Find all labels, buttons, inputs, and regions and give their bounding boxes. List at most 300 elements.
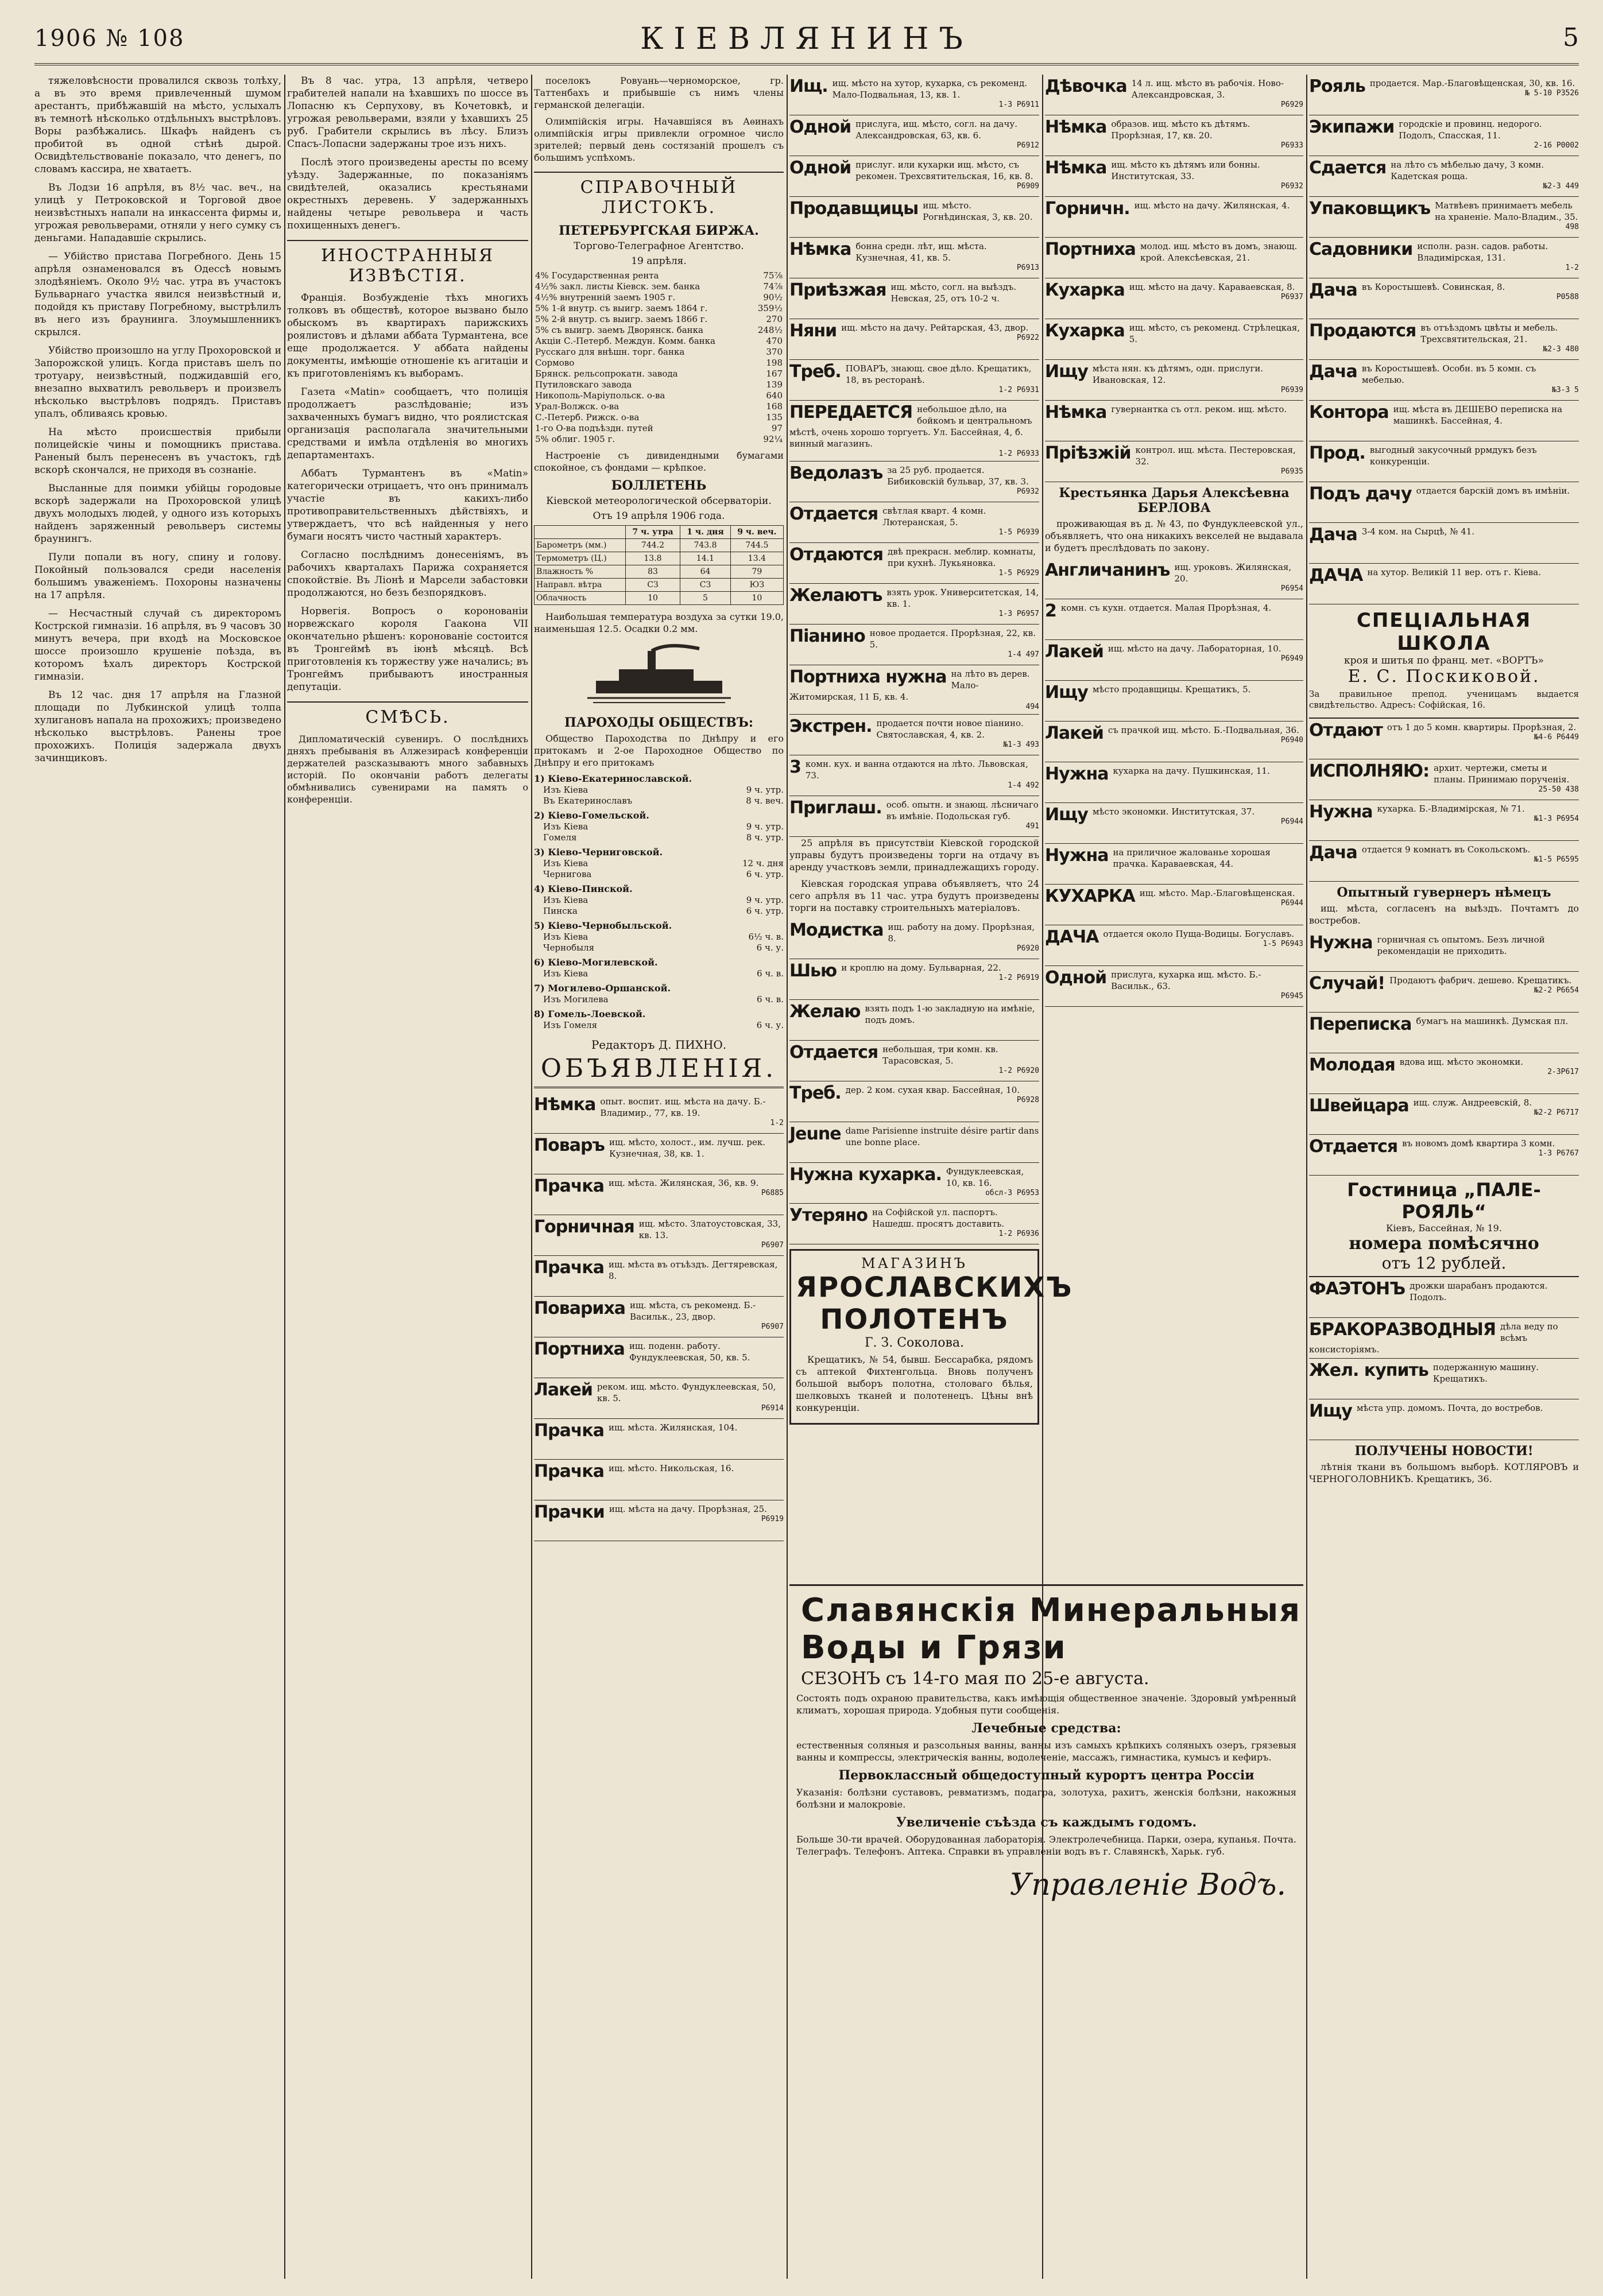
ad-text: ищ. мѣсто. Рогнѣдинская, 3, кв. 20. bbox=[923, 200, 1033, 222]
classified-ad bbox=[789, 755, 1039, 796]
ad-text: выгодный закусочный ррмдукъ безъ конкуренціи. bbox=[1369, 445, 1537, 467]
ad-keyword: Утеряно bbox=[789, 1205, 868, 1225]
ad-text: и кроплю на дому. Бульварная, 22. bbox=[841, 963, 1001, 973]
ad-keyword: Одной bbox=[789, 117, 851, 137]
exchange-row bbox=[534, 401, 784, 412]
classified-ads bbox=[1309, 719, 1579, 882]
ad-code: Р6932 bbox=[1016, 487, 1039, 496]
classified-ad bbox=[1309, 441, 1579, 482]
ad-keyword: Лакей bbox=[534, 1380, 593, 1400]
exchange-value: 167 bbox=[766, 369, 783, 379]
classified-ad bbox=[1045, 156, 1303, 197]
exchange-value: 198 bbox=[766, 358, 783, 368]
ad-code: Р6909 bbox=[1016, 182, 1039, 191]
route-departure bbox=[534, 994, 784, 1005]
ad-text: ищ. мѣста. Жилянская, 36, кв. 9. bbox=[609, 1178, 759, 1188]
route-time: 9 ч. утр. bbox=[746, 785, 784, 795]
classified-ad bbox=[789, 584, 1039, 625]
ad-code: 1-2 Р6919 bbox=[998, 974, 1039, 982]
ad-keyword: Продаются bbox=[1309, 321, 1416, 341]
ad-text: вдова ищ. мѣсто экономки. bbox=[1399, 1057, 1523, 1067]
ad-text: отдается около Пуща-Водицы. Богуславъ. bbox=[1103, 929, 1295, 939]
ad-keyword: Англичанинъ bbox=[1045, 560, 1170, 580]
classified-ad bbox=[1309, 800, 1579, 841]
news-paragraph: Франція. Возбужденіе тѣхъ многихъ толковъ въ обществѣ, которое вызвано было обыскомъ въ квартирахъ парижскихъ роялистовъ и дѣлами аббата Турмантена, все еще продолжается. У аббата найдены документы, имѣющіе отношеніе къ агитаціи и къ приготовленіямъ къ выборамъ. bbox=[287, 292, 528, 379]
mineral-cure-heading: Лечебные средства: bbox=[971, 1721, 1121, 1736]
ad-keyword: Нѣмка bbox=[1045, 158, 1107, 178]
ad-keyword: Приглаш. bbox=[789, 798, 882, 818]
classified-ad bbox=[1309, 719, 1579, 759]
classified-ad bbox=[1045, 722, 1303, 762]
ad-text: ищ. мѣсто, съ рекоменд. Стрѣлецкая, 5. bbox=[1129, 323, 1300, 344]
classified-ad bbox=[789, 1204, 1039, 1244]
ad-keyword: Модистка bbox=[789, 920, 884, 940]
ad-keyword: Шью bbox=[789, 961, 837, 981]
ad-text: ищ. мѣста на дачу. Прорѣзная, 25. bbox=[609, 1504, 767, 1514]
ad-code: 1-4 497 bbox=[1008, 650, 1039, 659]
news-paragraph: Аббатъ Турмантенъ въ «Matin» категорически отрицаетъ, что онъ принималъ участіе въ какихъ-либо противоправительственныхъ дѣйствіяхъ, и утверждаетъ, что всѣ найденныя у него бумаги носятъ чисто частный характеръ. bbox=[287, 468, 528, 542]
classified-ad bbox=[534, 1215, 784, 1256]
ad-code: 1-5 Р6939 bbox=[998, 528, 1039, 537]
route-place: Изъ Кіева bbox=[543, 895, 588, 905]
school-subtitle: кроя и шитья по франц. мет. «ВОРТЪ» bbox=[1344, 655, 1544, 666]
ad-text: ищ. уроковъ. Жилянская, 20. bbox=[1174, 562, 1292, 584]
ad-code: 491 bbox=[1025, 822, 1039, 831]
ad-code: 1-2 bbox=[1565, 263, 1579, 272]
ad-keyword: Нѣмка bbox=[789, 239, 851, 259]
exchange-label: Сормово bbox=[535, 358, 575, 368]
city-notice-2: Кіевская городская управа объявляетъ, что 24 сего апрѣля въ 11 час. утра будутъ произведены торги на поставку строительныхъ матеріаловъ. bbox=[789, 878, 1039, 913]
classified-ads bbox=[1309, 75, 1579, 604]
route-place: Гомеля bbox=[543, 832, 577, 843]
exchange-value: 92¼ bbox=[763, 434, 783, 444]
ad-text: особ. опытн. и знающ. лѣсничаго въ имѣніе. Подольская губ. bbox=[886, 800, 1039, 821]
route-departure bbox=[534, 906, 784, 917]
ad-code: 1-2 Р6920 bbox=[998, 1066, 1039, 1075]
route-time: 6 ч. в. bbox=[757, 994, 784, 1004]
exchange-value: 74⅞ bbox=[763, 281, 783, 292]
classified-ad bbox=[789, 278, 1039, 319]
ad-code: Р6928 bbox=[1016, 1096, 1039, 1104]
news-paragraph: Газета «Matin» сообщаетъ, что полиція продолжаетъ разслѣдованіе; изъ захваченныхъ бумагъ видно, что роялистская организація располагала значительными средствами и имѣла отдѣленія во многихъ департаментахъ. bbox=[287, 386, 528, 461]
shop-name: ЯРОСЛАВСКИХЪ ПОЛОТЕНЪ bbox=[796, 1271, 1073, 1336]
column-divider bbox=[1306, 75, 1307, 2279]
ad-code: Р6907 bbox=[761, 1241, 784, 1250]
route-place: Изъ Могилева bbox=[543, 994, 609, 1004]
ad-text: прислуга, кухарка ищ. мѣсто. Б.-Васильк., 63. bbox=[1111, 969, 1261, 991]
ad-code: Р6939 bbox=[1280, 386, 1303, 394]
classified-ads bbox=[789, 918, 1039, 1244]
ad-keyword: Одной bbox=[1045, 968, 1107, 988]
exchange-label: 5% съ выигр. заемъ Дворянск. банка bbox=[535, 325, 703, 335]
exchange-label: С.-Петерб. Рижск. о-ва bbox=[535, 412, 640, 422]
ad-text: гувернантка съ отл. реком. ищ. мѣсто. bbox=[1111, 404, 1287, 414]
ad-keyword: Упаковщикъ bbox=[1309, 199, 1431, 219]
ad-code: Р6944 bbox=[1280, 899, 1303, 907]
route-name: 8) Гомель-Лоевской. bbox=[534, 1009, 646, 1019]
ad-code: 1-2 bbox=[770, 1119, 784, 1127]
weather-header-cell: 9 ч. веч. bbox=[730, 526, 783, 539]
news-paragraph: Убійство произошло на углу Прохоровской и Запорожской улицъ. Когда приставъ шелъ по тротуару, неизвѣстный, поджидавшій его, внезапно выхватилъ револьверъ и произвелъ нѣсколько выстрѣловъ подрядъ. Приставъ упалъ, обливаясь кровью. bbox=[34, 345, 281, 420]
weather-row bbox=[535, 579, 784, 592]
route-time: 6 ч. в. bbox=[757, 968, 784, 979]
ad-text: городскіе и провинц. недорого. Подолъ, Спасская, 11. bbox=[1399, 119, 1542, 141]
ad-code: Р6937 bbox=[1280, 293, 1303, 301]
ad-code: Р6907 bbox=[761, 1322, 784, 1331]
issue-number: 1906 № 108 bbox=[34, 25, 185, 52]
classified-ad bbox=[534, 1337, 784, 1378]
ship-route bbox=[534, 983, 784, 1005]
ad-text: комн. кух. и ванна отдаются на лѣто. Львовская, 73. bbox=[805, 759, 1028, 781]
exchange-row bbox=[534, 314, 784, 325]
classified-ad bbox=[1309, 1053, 1579, 1094]
ad-keyword: Прачка bbox=[534, 1258, 605, 1278]
ad-keyword: Пріѣзжій bbox=[1045, 443, 1131, 463]
mineral-signature: Управленіе Водъ. bbox=[1009, 1868, 1286, 1902]
route-place: Чернобыля bbox=[543, 943, 595, 953]
ad-text: Фундуклеевская, 10, кв. 16. bbox=[946, 1166, 1024, 1188]
ad-text: небольшая, три комн. кв. Тарасовская, 5. bbox=[882, 1044, 998, 1066]
ad-text: комн. съ кухн. отдается. Малая Прорѣзная, 4. bbox=[1060, 603, 1272, 613]
ad-text: ищ. мѣсто на дачу. Караваевская, 8. bbox=[1129, 282, 1295, 292]
ad-code: Р6913 bbox=[1016, 263, 1039, 272]
weather-cell: 744.5 bbox=[730, 539, 783, 552]
ad-text: мѣсто продавщицы. Крещатикъ, 5. bbox=[1092, 684, 1251, 695]
ad-text: взять урок. Университетская, 14, кв. 1. bbox=[886, 587, 1039, 609]
ad-text: ищ. мѣста. Жилянская, 104. bbox=[609, 1422, 738, 1433]
ad-keyword: Дача bbox=[1309, 362, 1357, 382]
classified-ad bbox=[1045, 844, 1303, 885]
ship-routes bbox=[534, 773, 784, 1031]
classified-ad bbox=[1309, 523, 1579, 564]
column-divider bbox=[787, 75, 788, 2279]
ad-keyword: Швейцара bbox=[1309, 1096, 1409, 1116]
ad-text: ищ. мѣста въ отъѣздъ. Дегтяревская, 8. bbox=[609, 1259, 778, 1281]
hotel-price: отъ 12 рублей. bbox=[1381, 1254, 1507, 1273]
exchange-value: 248½ bbox=[757, 325, 783, 335]
shop-kind: МАГАЗИНЪ bbox=[861, 1255, 967, 1271]
classified-ad bbox=[1309, 972, 1579, 1013]
classified-ad bbox=[1045, 197, 1303, 238]
ad-code: №1-3 493 bbox=[1003, 740, 1039, 749]
route-time: 9 ч. утр. bbox=[746, 895, 784, 905]
mineral-visitors-text: Больше 30-ти врачей. Оборудованная лабораторія. Электролечебница. Парки, озера, купанья. Почта. Телеграфъ. Телефонъ. Аптека. Справки въ управленіи водъ въ г. Славянскѣ, Харьк. губ. bbox=[796, 1834, 1296, 1857]
classified-ads bbox=[789, 75, 1039, 837]
ad-keyword: БРАКОРАЗВОДНЫЯ bbox=[1309, 1320, 1496, 1340]
ad-keyword: ФАЭТОНЪ bbox=[1309, 1279, 1405, 1299]
exchange-row bbox=[534, 434, 784, 445]
ad-text: продается почти новое пiанино. Святославская, 4, кв. 2. bbox=[876, 718, 1024, 740]
bulletin-subheading: Кіевской метеорологической обсерваторіи. bbox=[546, 495, 772, 507]
weather-cell: 5 bbox=[680, 592, 731, 605]
exchange-row bbox=[534, 347, 784, 358]
route-place: Изъ Кіева bbox=[543, 968, 588, 979]
hotel-ad bbox=[1309, 1176, 1579, 1277]
bulletin-heading: БОЛЛЕТЕНЬ bbox=[611, 478, 707, 493]
ad-keyword: Отдаются bbox=[789, 545, 883, 565]
ad-text: отдается барскій домъ въ имѣніи. bbox=[1416, 486, 1570, 496]
classified-ad bbox=[534, 1093, 784, 1134]
mineral-cure-text: естественныя соляныя и разсольныя ванны, ванны изъ самыхъ крѣпкихъ соляныхъ озеръ, грязевыя ванны и компрессы, электрическія ванны, водолеченіе, массажъ, гимнастика, кумысъ и кефиръ. bbox=[796, 1740, 1296, 1763]
ad-code: Р6935 bbox=[1280, 467, 1303, 476]
exchange-label: 5% 1-й внутр. съ выигр. заемъ 1864 г. bbox=[535, 303, 708, 313]
ad-keyword: Ведолазъ bbox=[789, 463, 883, 483]
ship-route bbox=[534, 773, 784, 806]
mineral-resort-text: Указанія: болѣзни суставовъ, ревматизмъ, подагра, золотуха, рахитъ, женскія болѣзни, накожныя болѣзни и малокровіе. bbox=[796, 1787, 1296, 1810]
classified-ad bbox=[1309, 564, 1579, 604]
ad-keyword: Лакей bbox=[1045, 723, 1103, 743]
foreign-news-heading: ИНОСТРАННЫЯ ИЗВѢСТІЯ. bbox=[287, 240, 528, 286]
column-news-1 bbox=[34, 75, 281, 2279]
ad-keyword: Желаю bbox=[789, 1002, 861, 1022]
ad-text: ищ. служ. Андреевскій, 8. bbox=[1413, 1097, 1532, 1108]
ad-code: Р6949 bbox=[1280, 654, 1303, 663]
ship-route bbox=[534, 883, 784, 917]
route-name: 4) Кіево-Пинской. bbox=[534, 883, 633, 894]
exchange-label: 5% облиг. 1905 г. bbox=[535, 434, 615, 444]
exchange-label: 4½% закл. листы Кіевск. зем. банка bbox=[535, 281, 700, 292]
ad-keyword: Ищу bbox=[1045, 362, 1088, 382]
ad-text: ищ. мѣста, съ рекоменд. Б.-Васильк., 23, двор. bbox=[630, 1300, 756, 1322]
ad-code: №2-2 Р6654 bbox=[1534, 986, 1579, 995]
route-time: 6 ч. у. bbox=[756, 1020, 784, 1030]
route-name: 7) Могилево-Оршанской. bbox=[534, 983, 671, 994]
school-text: За правильное препод. ученицамъ выдается свидѣтельство. Адресъ: Софійская, 16. bbox=[1309, 689, 1579, 710]
ad-keyword: Піанино bbox=[789, 626, 865, 646]
ad-code: № 5-10 Р3526 bbox=[1525, 89, 1579, 98]
route-name: 5) Кіево-Чернобыльской. bbox=[534, 920, 672, 931]
news-paragraph: поселокъ Ровуань—черноморское, гр. Таттенбахъ и прибывшіе съ нимъ члены германской делегаціи. bbox=[534, 75, 784, 110]
ad-text: образов. ищ. мѣсто къ дѣтямъ. Прорѣзная, 17, кв. 20. bbox=[1111, 119, 1250, 141]
exchange-row bbox=[534, 270, 784, 281]
exchange-date: 19 апрѣля. bbox=[631, 255, 687, 267]
weather-header-cell: 7 ч. утра bbox=[625, 526, 680, 539]
classified-ad bbox=[1309, 1094, 1579, 1135]
ad-keyword: Нужна bbox=[1309, 802, 1373, 822]
classified-ad bbox=[789, 156, 1039, 197]
ad-text: подержанную машину. Крещатикъ. bbox=[1432, 1362, 1539, 1384]
route-place: Изъ Гомеля bbox=[543, 1020, 598, 1030]
ad-code: 494 bbox=[1025, 703, 1039, 711]
ad-code: обсл-3 Р6953 bbox=[985, 1189, 1039, 1197]
ad-keyword: Повариха bbox=[534, 1298, 626, 1318]
classified-ads bbox=[534, 1093, 784, 1541]
ad-code: 1-5 Р6929 bbox=[998, 569, 1039, 577]
ad-text: Продаютъ фабрич. дешево. Крещатикъ. bbox=[1389, 975, 1572, 986]
exchange-row bbox=[534, 336, 784, 347]
ad-keyword: ИСПОЛНЯЮ: bbox=[1309, 761, 1430, 781]
ad-text: dame Parisienne instruite désire partir dans une bonne place. bbox=[845, 1126, 1039, 1147]
ad-text: за 25 руб. продается. Бибиковскій бульвар, 37, кв. 3. bbox=[887, 465, 1029, 487]
weather-row bbox=[535, 565, 784, 579]
classified-ad bbox=[1045, 441, 1303, 482]
ad-code: 25-50 438 bbox=[1538, 785, 1579, 794]
ad-keyword: Нужна bbox=[1045, 764, 1109, 784]
exchange-row bbox=[534, 325, 784, 336]
classified-ad bbox=[1309, 238, 1579, 278]
ad-keyword: Дача bbox=[1309, 280, 1357, 300]
exchange-value: 90½ bbox=[763, 292, 783, 302]
ad-keyword: Экстрен. bbox=[789, 716, 872, 736]
ad-text: 14 л. ищ. мѣсто въ рабочія. Ново-Александровская, 3. bbox=[1131, 78, 1284, 100]
tissue-text: лѣтнія ткани въ большомъ выборѣ. КОТЛЯРОВЪ и ЧЕРНОГОЛОВНИКЪ. Крещатикъ, 36. bbox=[1309, 1461, 1579, 1484]
ad-keyword: Жел. купить bbox=[1309, 1360, 1428, 1380]
exchange-label: Акціи С.-Петерб. Междун. Комм. банка bbox=[535, 336, 715, 346]
ad-code: 1-2 Р6936 bbox=[998, 1230, 1039, 1238]
ad-keyword: Ищу bbox=[1045, 682, 1088, 703]
mineral-season: СЕЗОНЪ съ 14-го мая по 25-е августа. bbox=[801, 1669, 1149, 1689]
foreign-news-body bbox=[287, 292, 528, 693]
ad-keyword: Кухарка bbox=[1045, 321, 1125, 341]
classified-ad bbox=[1309, 278, 1579, 319]
exchange-note: Настроеніе съ дивидендными бумагами спокойное, съ фондами — крѣпкое. bbox=[534, 450, 784, 473]
sewing-school-ad bbox=[1309, 604, 1579, 719]
classified-ad bbox=[534, 1134, 784, 1174]
weather-cell: 64 bbox=[680, 565, 731, 579]
ad-text: небольшое дѣло, на бойкомъ и центральномъ мѣстѣ, очень хорошо торгуетъ. Ул. Бассейная, 4, б. винный магазинъ. bbox=[789, 404, 1032, 449]
classified-ad bbox=[534, 1460, 784, 1500]
news-paragraph: тяжеловѣсности провалился сквозь толѣху, а въ это время привлеченный шумом арестантъ, прибѣжавшій на мѣсто, услыхалъ въ темнотѣ нѣсколько отдѣльныхъ выстрѣловъ. Воры разбѣжались. Шкафъ найденъ съ пробитой въ одной стѣнѣ дырой. Освидѣтельствованіе показало, что денегъ, по словамъ кассира, не хватаетъ. bbox=[34, 75, 281, 175]
ad-code: Р6920 bbox=[1016, 944, 1039, 953]
notice-body: проживающая въ д. № 43, по Фундуклеевской ул., объявляетъ, что она никакихъ векселей не выдавала и будетъ преслѣдовать по закону. bbox=[1045, 518, 1303, 553]
weather-cell: ЮЗ bbox=[730, 579, 783, 592]
classified-ad bbox=[1309, 1135, 1579, 1176]
short-news bbox=[534, 75, 784, 164]
ad-keyword: Переписка bbox=[1309, 1014, 1412, 1034]
weather-cell: СЗ bbox=[680, 579, 731, 592]
classified-ads bbox=[1309, 1277, 1579, 1440]
weather-cell: 10 bbox=[730, 592, 783, 605]
ad-code: Р6922 bbox=[1016, 333, 1039, 342]
route-departure bbox=[534, 796, 784, 806]
route-departure bbox=[534, 869, 784, 880]
classified-ad bbox=[1309, 1359, 1579, 1399]
exchange-table bbox=[534, 270, 784, 445]
ad-text: мѣста нян. къ дѣтямъ, одн. прислуги. Ивановская, 12. bbox=[1092, 363, 1264, 385]
classified-ad bbox=[1045, 401, 1303, 441]
route-departure bbox=[534, 968, 784, 979]
classified-ad bbox=[1045, 559, 1303, 599]
ad-code: 1-2 Р6933 bbox=[998, 449, 1039, 458]
ad-keyword: Прачки bbox=[534, 1502, 605, 1522]
ad-text: ищ. поденн. работу. Фундуклеевская, 50, кв. 5. bbox=[629, 1341, 750, 1363]
ad-code: 1-3 Р6911 bbox=[998, 100, 1039, 109]
ad-code: №1-5 Р6595 bbox=[1534, 855, 1579, 864]
ad-keyword: Подъ дачу bbox=[1309, 484, 1412, 504]
exchange-row bbox=[534, 369, 784, 379]
page-number: 5 bbox=[1563, 23, 1579, 52]
classified-ads bbox=[1045, 75, 1303, 482]
classified-ad bbox=[1045, 640, 1303, 681]
ad-text: дер. 2 ком. сухая квар. Бассейная, 10. bbox=[845, 1085, 1020, 1095]
classified-ad bbox=[534, 1297, 784, 1337]
ad-keyword: Портниха bbox=[1045, 239, 1136, 259]
ad-text: ищ. мѣсто. Никольская, 16. bbox=[609, 1463, 734, 1473]
classified-ad bbox=[1045, 925, 1303, 966]
exchange-value: 640 bbox=[766, 390, 783, 401]
ad-keyword: Портниха нужна bbox=[789, 667, 947, 687]
classified-ad bbox=[1309, 197, 1579, 238]
route-time: 6 ч. у. bbox=[756, 943, 784, 953]
ad-text: отъ 1 до 5 комн. квартиры. Прорѣзная, 2. bbox=[1387, 722, 1577, 732]
classified-ad bbox=[1309, 115, 1579, 156]
weather-cell: Облачность bbox=[535, 592, 626, 605]
ship-route bbox=[534, 957, 784, 979]
tutor-heading: Опытный гувернеръ нѣмецъ bbox=[1337, 885, 1551, 900]
weather-cell: Барометръ (мм.) bbox=[535, 539, 626, 552]
ad-code: Р6919 bbox=[761, 1515, 784, 1523]
ad-keyword: Желаютъ bbox=[789, 585, 882, 606]
ad-text: молод. ищ. мѣсто въ домъ, знающ. крой. Алексѣевская, 21. bbox=[1140, 241, 1298, 263]
ad-keyword: Дача bbox=[1309, 843, 1357, 863]
exchange-label: 1-го О-ва подъѣздн. путей bbox=[535, 423, 653, 433]
ad-text: прислуг. или кухарки ищ. мѣсто, съ рекомен. Трехсвятительская, 16, кв. 8. bbox=[855, 160, 1033, 181]
city-notice: 25 апрѣля въ присутствіи Кіевской городской управы будутъ произведены торги на отдачу въ аренду участковъ земли, принадлежащихъ городу. bbox=[789, 837, 1039, 872]
ships-heading: ПАРОХОДЫ ОБЩЕСТВЪ: bbox=[564, 715, 754, 730]
ad-keyword: Садовники bbox=[1309, 239, 1413, 259]
ad-text: опыт. воспит. ищ. мѣста на дачу. Б.-Владимир., 77, кв. 19. bbox=[600, 1096, 766, 1118]
ad-text: ищ. работу на дому. Прорѣзная, 8. bbox=[888, 922, 1035, 944]
tutor-text: ищ. мѣста, согласенъ на выѣздъ. Почтамтъ до востребов. bbox=[1309, 903, 1579, 926]
classified-ad bbox=[789, 502, 1039, 543]
classified-ad bbox=[534, 1378, 784, 1419]
ad-code: 1-4 492 bbox=[1008, 781, 1039, 790]
ad-text: ищ. мѣсто, согл. на выѣздъ. Невская, 25, отъ 10-2 ч. bbox=[890, 282, 1017, 304]
ad-text: кухарка на дачу. Пушкинская, 11. bbox=[1113, 766, 1270, 776]
classified-ad bbox=[1045, 319, 1303, 360]
ad-keyword: Ищу bbox=[1309, 1401, 1352, 1421]
hotel-name: Гостиница „ПАЛЕ-РОЯЛЬ“ bbox=[1347, 1179, 1541, 1223]
classified-ad bbox=[1045, 599, 1303, 640]
news-paragraph: Высланные для поимки убійцы городовые вскорѣ задержали на Прохоровской улицѣ двухъ молодыхъ людей, у одного изъ которыхъ найденъ заряженный револьверъ системы браунингъ. bbox=[34, 483, 281, 545]
exchange-label: Русскаго для внѣшн. торг. банка bbox=[535, 347, 685, 357]
classified-ad bbox=[534, 1174, 784, 1215]
ad-keyword: Приѣзжая bbox=[789, 280, 886, 300]
ad-keyword: Няни bbox=[789, 321, 837, 341]
classified-ad bbox=[1309, 841, 1579, 882]
classified-ad bbox=[1045, 803, 1303, 844]
classified-ad bbox=[534, 1419, 784, 1460]
ad-keyword: Кухарка bbox=[1045, 280, 1125, 300]
classified-ad bbox=[789, 1122, 1039, 1163]
ad-text: въ Коростышевѣ. Особн. въ 5 комн. съ мебелью. bbox=[1361, 363, 1536, 385]
exchange-value: 359½ bbox=[757, 303, 783, 313]
weather-cell: 13.8 bbox=[625, 552, 680, 565]
ad-keyword: Нужна bbox=[1045, 846, 1109, 866]
classified-ad bbox=[789, 543, 1039, 584]
ad-code: Р6945 bbox=[1280, 992, 1303, 1000]
classified-ad bbox=[1045, 278, 1303, 319]
ad-code: Р6944 bbox=[1280, 817, 1303, 826]
ship-route bbox=[534, 1009, 784, 1031]
hotel-address: Кіевъ, Бассейная, № 19. bbox=[1386, 1223, 1502, 1234]
shop-owner: Г. З. Соколова. bbox=[864, 1336, 965, 1350]
route-time: 8 ч. веч. bbox=[746, 796, 784, 806]
ad-keyword: Сдается bbox=[1309, 158, 1387, 178]
ad-keyword: Портниха bbox=[534, 1339, 625, 1359]
masthead bbox=[34, 17, 1579, 65]
ad-text: дрожки шарабанъ продаются. Подолъ. bbox=[1410, 1281, 1548, 1302]
route-time: 6 ч. утр. bbox=[746, 906, 784, 916]
mineral-resort-heading: Первоклассный общедоступный курортъ центра Россіи bbox=[838, 1768, 1254, 1783]
steamship-icon bbox=[584, 641, 734, 709]
ad-text: новое продается. Прорѣзная, 22, кв. 5. bbox=[869, 628, 1036, 650]
ad-keyword: Нѣмка bbox=[534, 1095, 596, 1115]
ad-keyword: Случай! bbox=[1309, 974, 1385, 994]
classified-ad bbox=[789, 625, 1039, 665]
ad-keyword: Дача bbox=[1309, 525, 1357, 545]
exchange-label: 4½% внутренній заемъ 1905 г. bbox=[535, 292, 676, 302]
